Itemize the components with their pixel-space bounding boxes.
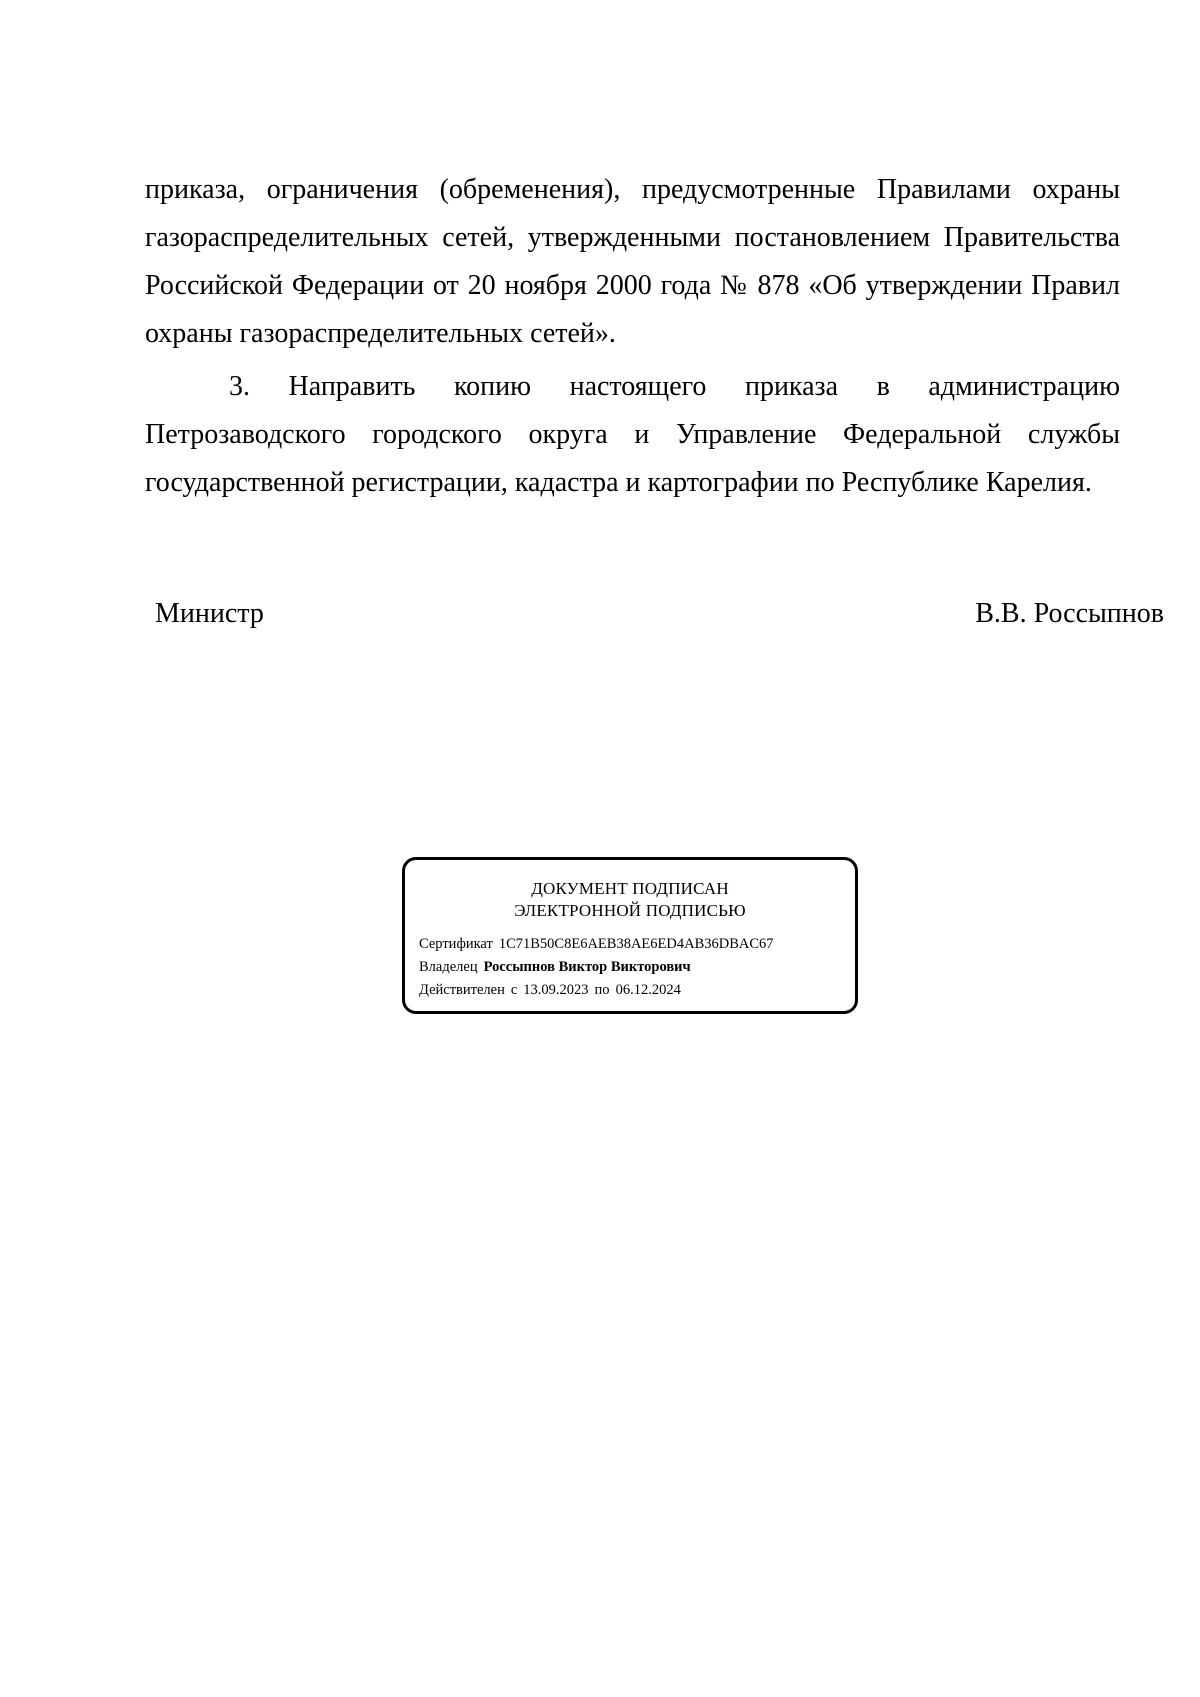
paragraph-3: 3. Направить копию настоящего приказа в администрацию Петрозаводского городского округа и Управление Федеральной службы государственной регистрации, кадастра и картографии по Республике Карелия. [145, 371, 1120, 498]
electronic-signature-stamp [402, 857, 858, 1014]
stamp-valid-label: Действителен [419, 982, 505, 998]
stamp-certificate-line [419, 933, 841, 956]
stamp-valid-to-prefix: по [594, 982, 610, 998]
stamp-owner-value: Россыпнов Виктор Викторович [483, 959, 691, 975]
stamp-owner-line [419, 956, 841, 979]
stamp-title-line1: ДОКУМЕНТ ПОДПИСАН [531, 879, 729, 898]
stamp-validity-line [419, 979, 841, 1002]
stamp-valid-from-prefix: с [510, 982, 518, 998]
signature-name: В.В. Россыпнов [975, 598, 1164, 629]
stamp-details [419, 933, 841, 1002]
paragraph-continued: приказа, ограничения (обременения), предусмотренные Правилами охраны газораспределительных сетей, утвержденными постановлением Правительства Российской Федерации от 20 ноября 2000 года № 878 «Об утверждении Правил охраны газораспределительных сетей». [145, 174, 1120, 349]
stamp-owner-label: Владелец [419, 959, 478, 975]
stamp-valid-to: 06.12.2024 [615, 982, 681, 998]
stamp-title-line2: ЭЛЕКТРОННОЙ ПОДПИСЬЮ [514, 901, 746, 920]
signature-role: Министр [155, 598, 264, 629]
stamp-certificate-value: 1C71B50C8E6AEB38AE6ED4AB36DBAC67 [498, 936, 774, 952]
stamp-certificate-label: Сертификат [419, 936, 493, 952]
stamp-valid-from: 13.09.2023 [523, 982, 589, 998]
